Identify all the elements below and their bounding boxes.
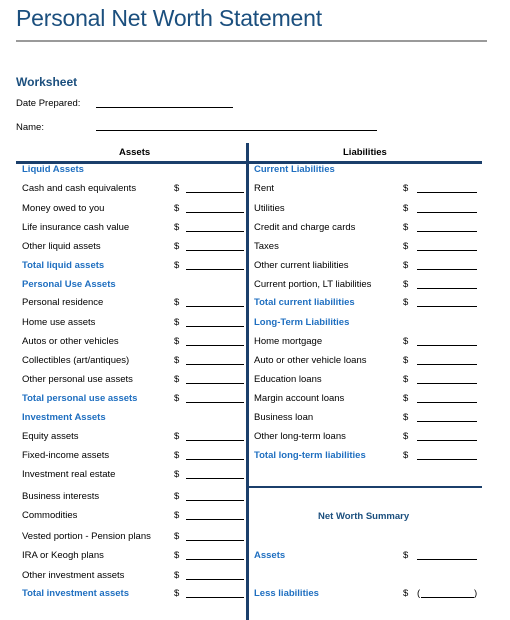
assets-dollar-sign: $ <box>174 588 180 599</box>
assets-row-autos-or-other-vehicles: Autos or other vehicles <box>22 336 119 347</box>
liabilities-amount-field-home-mortgage[interactable] <box>417 345 477 346</box>
assets-amount-field-total-investment-assets[interactable] <box>186 597 244 598</box>
assets-row-business-interests: Business interests <box>22 491 100 502</box>
assets-row-money-owed-to-you: Money owed to you <box>22 203 105 214</box>
assets-dollar-sign: $ <box>174 431 180 442</box>
assets-dollar-sign: $ <box>174 393 180 404</box>
summary-assets-field[interactable] <box>417 559 477 560</box>
liabilities-dollar-sign: $ <box>403 450 409 461</box>
assets-amount-field-money-owed-to-you[interactable] <box>186 212 244 213</box>
assets-amount-field-other-investment-assets[interactable] <box>186 579 244 580</box>
liabilities-amount-field-rent[interactable] <box>417 192 477 193</box>
assets-dollar-sign: $ <box>174 469 180 480</box>
assets-row-ira-or-keogh-plans: IRA or Keogh plans <box>22 550 104 561</box>
assets-dollar-sign: $ <box>174 241 180 252</box>
liabilities-amount-field-credit-and-charge-cards[interactable] <box>417 231 477 232</box>
assets-row-other-personal-use-assets: Other personal use assets <box>22 374 133 385</box>
date-prepared-field[interactable] <box>96 107 233 108</box>
worksheet-heading: Worksheet <box>16 75 78 89</box>
assets-row-other-liquid-assets: Other liquid assets <box>22 241 101 252</box>
liabilities-amount-field-other-current-liabilities[interactable] <box>417 269 477 270</box>
assets-row-total-investment-assets: Total investment assets <box>22 588 130 599</box>
liabilities-amount-field-business-loan[interactable] <box>417 421 477 422</box>
liabilities-dollar-sign: $ <box>403 222 409 233</box>
liabilities-amount-field-total-long-term-liabilities[interactable] <box>417 459 477 460</box>
assets-amount-field-autos-or-other-vehicles[interactable] <box>186 345 244 346</box>
assets-amount-field-equity-assets[interactable] <box>186 440 244 441</box>
liabilities-amount-field-margin-account-loans[interactable] <box>417 402 477 403</box>
liabilities-row-current-portion-lt-liabilities: Current portion, LT liabilities <box>254 279 372 290</box>
assets-row-total-liquid-assets: Total liquid assets <box>22 260 105 271</box>
assets-amount-field-personal-residence[interactable] <box>186 306 244 307</box>
liabilities-amount-field-utilities[interactable] <box>417 212 477 213</box>
liabilities-dollar-sign: $ <box>403 279 409 290</box>
assets-row-commodities: Commodities <box>22 510 78 521</box>
assets-dollar-sign: $ <box>174 260 180 271</box>
assets-dollar-sign: $ <box>174 222 180 233</box>
assets-dollar-sign: $ <box>174 355 180 366</box>
summary-divider <box>249 486 482 488</box>
assets-dollar-sign: $ <box>174 550 180 561</box>
liabilities-amount-field-auto-or-other-vehicle-loans[interactable] <box>417 364 477 365</box>
assets-dollar-sign: $ <box>174 297 180 308</box>
liabilities-dollar-sign: $ <box>403 431 409 442</box>
liabilities-row-other-current-liabilities: Other current liabilities <box>254 260 349 271</box>
assets-row-personal-residence: Personal residence <box>22 297 104 308</box>
header-divider <box>16 161 482 164</box>
assets-column-header: Assets <box>119 147 151 158</box>
liabilities-row-long-term-liabilities: Long-Term Liabilities <box>254 317 350 328</box>
assets-amount-field-fixed-income-assets[interactable] <box>186 459 244 460</box>
assets-row-fixed-income-assets: Fixed-income assets <box>22 450 110 461</box>
assets-amount-field-ira-or-keogh-plans[interactable] <box>186 559 244 560</box>
liabilities-row-education-loans: Education loans <box>254 374 322 385</box>
assets-row-investment-assets: Investment Assets <box>22 412 106 423</box>
assets-amount-field-total-personal-use-assets[interactable] <box>186 402 244 403</box>
assets-amount-field-life-insurance-cash-value[interactable] <box>186 231 244 232</box>
name-field[interactable] <box>96 130 377 131</box>
liabilities-dollar-sign: $ <box>403 374 409 385</box>
assets-amount-field-collectibles-art-antiques[interactable] <box>186 364 244 365</box>
liabilities-dollar-sign: $ <box>403 355 409 366</box>
assets-amount-field-other-liquid-assets[interactable] <box>186 250 244 251</box>
assets-row-personal-use-assets: Personal Use Assets <box>22 279 116 290</box>
assets-row-total-personal-use-assets: Total personal use assets <box>22 393 138 404</box>
assets-amount-field-total-liquid-assets[interactable] <box>186 269 244 270</box>
liabilities-amount-field-other-long-term-loans[interactable] <box>417 440 477 441</box>
assets-amount-field-commodities[interactable] <box>186 519 244 520</box>
assets-row-vested-portion-pension-plans: Vested portion - Pension plans <box>22 531 151 542</box>
assets-dollar-sign: $ <box>174 336 180 347</box>
summary-open-paren: ( <box>417 588 421 599</box>
summary-close-paren: ) <box>474 588 478 599</box>
date-prepared-label: Date Prepared: <box>16 98 81 109</box>
title-divider <box>16 40 487 42</box>
liabilities-amount-field-current-portion-lt-liabilities[interactable] <box>417 288 477 289</box>
assets-amount-field-home-use-assets[interactable] <box>186 326 244 327</box>
liabilities-row-total-current-liabilities: Total current liabilities <box>254 297 355 308</box>
liabilities-dollar-sign: $ <box>403 183 409 194</box>
liabilities-row-other-long-term-loans: Other long-term loans <box>254 431 346 442</box>
assets-dollar-sign: $ <box>174 317 180 328</box>
assets-dollar-sign: $ <box>174 183 180 194</box>
summary-assets-label: Assets <box>254 550 286 561</box>
liabilities-row-current-liabilities: Current Liabilities <box>254 164 335 175</box>
liabilities-dollar-sign: $ <box>403 336 409 347</box>
liabilities-row-utilities: Utilities <box>254 203 285 214</box>
assets-dollar-sign: $ <box>174 531 180 542</box>
assets-amount-field-cash-and-cash-equivalents[interactable] <box>186 192 244 193</box>
liabilities-row-credit-and-charge-cards: Credit and charge cards <box>254 222 356 233</box>
liabilities-row-business-loan: Business loan <box>254 412 314 423</box>
page-title: Personal Net Worth Statement <box>16 5 322 31</box>
liabilities-column-header: Liabilities <box>343 147 387 158</box>
assets-dollar-sign: $ <box>174 374 180 385</box>
summary-assets-dollar: $ <box>403 550 409 561</box>
liabilities-row-auto-or-other-vehicle-loans: Auto or other vehicle loans <box>254 355 367 366</box>
assets-row-investment-real-estate: Investment real estate <box>22 469 116 480</box>
assets-row-home-use-assets: Home use assets <box>22 317 96 328</box>
liabilities-amount-field-taxes[interactable] <box>417 250 477 251</box>
assets-amount-field-investment-real-estate[interactable] <box>186 478 244 479</box>
liabilities-dollar-sign: $ <box>403 203 409 214</box>
assets-row-other-investment-assets: Other investment assets <box>22 570 125 581</box>
liabilities-row-rent: Rent <box>254 183 275 194</box>
liabilities-dollar-sign: $ <box>403 260 409 271</box>
summary-liabilities-field[interactable] <box>421 597 474 598</box>
assets-row-liquid-assets: Liquid Assets <box>22 164 84 175</box>
name-label: Name: <box>16 122 44 133</box>
column-divider <box>246 143 249 620</box>
assets-dollar-sign: $ <box>174 510 180 521</box>
liabilities-row-margin-account-loans: Margin account loans <box>254 393 345 404</box>
liabilities-row-taxes: Taxes <box>254 241 279 252</box>
assets-amount-field-business-interests[interactable] <box>186 500 244 501</box>
summary-liabilities-dollar: $ <box>403 588 409 599</box>
liabilities-amount-field-education-loans[interactable] <box>417 383 477 384</box>
summary-less-liabilities-label: Less liabilities <box>254 588 319 599</box>
assets-row-cash-and-cash-equivalents: Cash and cash equivalents <box>22 183 137 194</box>
liabilities-row-total-long-term-liabilities: Total long-term liabilities <box>254 450 366 461</box>
assets-dollar-sign: $ <box>174 203 180 214</box>
assets-row-equity-assets: Equity assets <box>22 431 79 442</box>
assets-row-life-insurance-cash-value: Life insurance cash value <box>22 222 130 233</box>
liabilities-amount-field-total-current-liabilities[interactable] <box>417 306 477 307</box>
assets-dollar-sign: $ <box>174 570 180 581</box>
net-worth-summary-title: Net Worth Summary <box>318 511 410 522</box>
assets-amount-field-other-personal-use-assets[interactable] <box>186 383 244 384</box>
liabilities-row-home-mortgage: Home mortgage <box>254 336 323 347</box>
liabilities-dollar-sign: $ <box>403 412 409 423</box>
assets-dollar-sign: $ <box>174 450 180 461</box>
assets-amount-field-vested-portion-pension-plans[interactable] <box>186 540 244 541</box>
assets-dollar-sign: $ <box>174 491 180 502</box>
assets-row-collectibles-art-antiques: Collectibles (art/antiques) <box>22 355 130 366</box>
liabilities-dollar-sign: $ <box>403 393 409 404</box>
liabilities-dollar-sign: $ <box>403 297 409 308</box>
liabilities-dollar-sign: $ <box>403 241 409 252</box>
